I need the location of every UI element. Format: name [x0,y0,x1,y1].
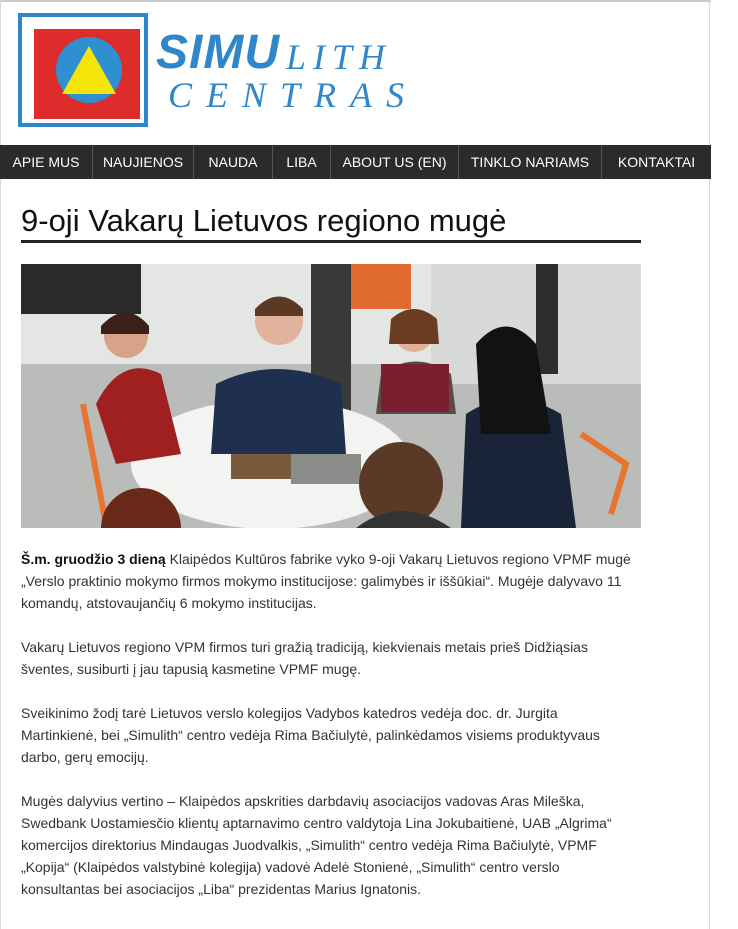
article-paragraph: Vakarų Lietuvos regiono VPM firmos turi gražią tradiciją, kiekvienais metais prieš Didžiąsias šventes, susiburti į jau tapusią kasmetine VPMF mugę. [21,639,588,677]
main-nav [0,145,711,179]
logo-yellow-triangle [62,46,116,94]
nav-item-about-us[interactable]: ABOUT US (EN) [331,145,459,179]
nav-item-apie-mus[interactable]: APIE MUS [0,145,93,179]
logo-red-square [34,29,140,119]
article-photo [21,264,641,528]
logo-text-lith: LITH [286,37,393,77]
title-underline [21,240,641,243]
article-lead-paragraph [21,548,633,614]
article-paragraph: Sveikinimo žodį tarė Lietuvos verslo kolegijos Vadybos katedros vedėja doc. dr. Jurgita Martinkienė, bei „Simulith“ centro vedėja Rima Bačiulytė, palinkėdamos visiems produktyvaus darbo, gerų emocijų. [21,705,600,765]
page-title: 9-oji Vakarų Lietuvos regiono mugė [21,203,507,238]
nav-item-tinklo-nariams[interactable]: TINKLO NARIAMS [459,145,602,179]
logo-text-simu: SIMU [156,26,280,79]
article-date-highlight: Š.m. gruodžio 3 dieną [21,551,166,567]
nav-item-naujienos[interactable]: NAUJIENOS [93,145,194,179]
nav-item-liba[interactable]: LIBA [273,145,331,179]
article-body [21,548,633,922]
article-paragraph: Mugės dalyvius vertino – Klaipėdos apskrities darbdavių asociacijos vadovas Aras Mileška, Swedbank Uostamiesčio klientų aptarnavimo centro valdytoja Lina Jokubaitienė, UAB „Algrima“ komercijos direktorius Mindaugas Juodvalkis, „Simulith“ centro vedėja Rima Bačiulytė, VPMF „Kopija“ (Klaipėdos valstybinė kolegija) vadovė Adelė Stonienė, „Simulith“ centro verslo konsultantas bei asociacijos „Liba“ prezidentas Marius Ignatonis. [21,793,612,897]
article-lead-text: Klaipėdos Kultūros fabrike vyko 9-oji Vakarų Lietuvos regiono VPMF mugė „Verslo praktinio mokymo firmos mokymo institucijose: galimybės ir iššūkiai“. Mugėje dalyvavo 11 komandų, atstovaujančių 6 mokymo institucijas. [21,551,631,611]
site-logo[interactable] [18,13,438,133]
nav-item-kontaktai[interactable]: KONTAKTAI [617,154,696,170]
logo-text-centras: CENTRAS [168,75,419,115]
nav-item-nauda[interactable]: NAUDA [194,145,273,179]
logo-emblem [18,13,148,127]
